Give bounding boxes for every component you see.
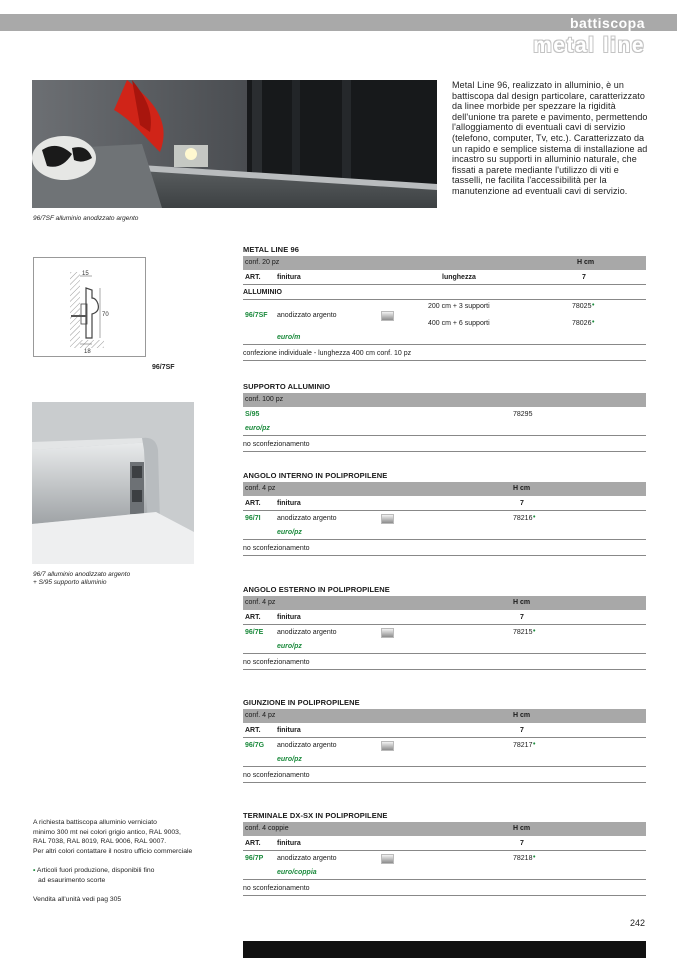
product-line-title: metal line <box>533 34 645 57</box>
product-finish: anodizzato argento <box>277 312 337 319</box>
h-label: H cm <box>577 259 595 266</box>
conf-row <box>243 393 646 407</box>
col-lunghezza: lunghezza <box>442 274 476 281</box>
header-row <box>243 496 646 511</box>
col-art: ART. <box>245 840 261 847</box>
price-unit: euro/pz <box>245 425 270 432</box>
product-code: S/95 <box>245 411 260 418</box>
price-unit-row <box>243 423 646 436</box>
product-code: 96/7P <box>245 855 264 862</box>
discontinued-dot: • <box>533 628 536 635</box>
footnote-line: A richiesta battiscopa alluminio verniciato <box>33 819 157 826</box>
dim-bottom: 18 <box>84 349 91 355</box>
col-finitura: finitura <box>277 727 301 734</box>
package-note: no sconfezionamento <box>243 438 646 452</box>
product-code: 96/7E <box>245 629 264 636</box>
photo2-caption-1: 96/7 alluminio anodizzato argento <box>33 571 131 578</box>
footer-bar <box>243 941 646 958</box>
header-row <box>243 270 646 285</box>
price-unit: euro/pz <box>277 529 302 536</box>
metal-line-table <box>243 243 646 361</box>
photo2-caption-2: + S/95 supporto alluminio <box>33 579 107 586</box>
h-value: 7 <box>520 614 524 621</box>
ref-code: 78218 <box>513 855 533 862</box>
product-row <box>243 407 646 423</box>
finish-swatch <box>381 628 394 638</box>
discontinued-dot: • <box>533 854 536 861</box>
col-art: ART. <box>245 500 261 507</box>
product-row <box>243 511 646 527</box>
giunzione-table <box>243 696 646 783</box>
section-title: ANGOLO INTERNO IN POLIPROPILENE <box>243 471 388 480</box>
finish-swatch <box>381 514 394 524</box>
finish-swatch <box>381 854 394 864</box>
finish-swatch <box>381 741 394 751</box>
vendita-note: Vendita all'unità vedi pag 305 <box>33 896 122 903</box>
section-title: METAL LINE 96 <box>243 245 300 254</box>
drawing-label: 96/7SF <box>152 364 175 371</box>
product-finish: anodizzato argento <box>277 742 337 749</box>
terminale-table <box>243 809 646 896</box>
price-unit: euro/coppia <box>277 869 317 876</box>
package-note: no sconfezionamento <box>243 769 646 783</box>
footnote-line: Per altri colori contattare il nostro ufficio commerciale <box>33 847 193 855</box>
conf-label: conf. 4 coppie <box>245 825 289 832</box>
discontinued-dot: • <box>533 514 536 521</box>
conf-row <box>243 822 646 836</box>
h-label: H cm <box>513 485 531 492</box>
ref-code: 78216 <box>513 515 533 522</box>
header-row <box>243 723 646 738</box>
product-row <box>243 625 646 641</box>
conf-label: conf. 4 pz <box>245 485 276 492</box>
col-art: ART. <box>245 614 261 621</box>
footnote-line: ad esaurimento scorte <box>38 876 106 884</box>
ref-code: 78217 <box>513 742 533 749</box>
product-row <box>243 851 646 867</box>
package-note: no sconfezionamento <box>243 542 646 556</box>
package-note: no sconfezionamento <box>243 656 646 670</box>
col-finitura: finitura <box>277 500 301 507</box>
conf-label: conf. 100 pz <box>245 396 284 403</box>
conf-row <box>243 709 646 723</box>
col-art: ART. <box>245 274 261 281</box>
finish-swatch <box>381 311 394 321</box>
discontinued-dot-1: • <box>592 302 595 309</box>
conf-row <box>243 256 646 270</box>
product-code: 96/7I <box>245 515 261 522</box>
footnote-line: minimo 300 mt nei colori grigio antico, RAL 9003, <box>33 828 181 836</box>
section-title: SUPPORTO ALLUMINIO <box>243 382 331 391</box>
price-unit-row <box>243 527 646 540</box>
product-description: Metal Line 96, realizzato in alluminio, è un battiscopa dal design particolare, caratterizzato da linee morbide per spezzare la rigidità dell'unione tra parete e pavimento, permettendo l'alloggiamento di eventuali cavi di servizio (telefono, computer, Tv, etc.). Caratterizzato da un rapido e semplice sistema di installazione ad incastro su supporti in alluminio naturale, che fissati a parete mediante l'utilizzo di viti e tasselli, ne facilita l'accessibilità per la manutenzione ad eventuali cavi di servizio. <box>452 80 648 196</box>
section-title: GIUNZIONE IN POLIPROPILENE <box>243 698 360 707</box>
col-art: ART. <box>245 727 261 734</box>
photo1-caption: 96/7SF alluminio anodizzato argento <box>33 215 139 222</box>
header-row <box>243 610 646 625</box>
footnote-line: RAL 7038, RAL 8019, RAL 9006, RAL 9007. <box>33 838 167 845</box>
length-option-2: 400 cm + 6 supporti <box>428 320 490 327</box>
product-code: 96/7G <box>245 742 265 749</box>
product-photo-profile <box>32 402 194 564</box>
discontinued-dot: • <box>533 741 536 748</box>
header-row <box>243 836 646 851</box>
col-finitura: finitura <box>277 840 301 847</box>
footnote-line: Articoli fuori produzione, disponibili fino <box>36 867 155 874</box>
angolo-esterno-table <box>243 583 646 670</box>
h-value: 7 <box>520 500 524 507</box>
product-finish: anodizzato argento <box>277 629 337 636</box>
col-finitura: finitura <box>277 614 301 621</box>
h-value: 7 <box>520 840 524 847</box>
price-unit-row <box>243 867 646 880</box>
ref-code-1: 78025 <box>572 303 592 310</box>
section-title: TERMINALE DX-SX IN POLIPROPILENE <box>243 811 388 820</box>
subsection-title: ALLUMINIO <box>243 285 646 300</box>
dim-top: 15 <box>82 271 89 277</box>
angolo-interno-table <box>243 469 646 556</box>
package-note: confezione individuale - lunghezza 400 cm conf. 10 pz <box>243 347 646 361</box>
h-label: H cm <box>513 599 531 606</box>
price-unit-row <box>243 754 646 767</box>
h-label: H cm <box>513 825 531 832</box>
col-finitura: finitura <box>277 274 301 281</box>
category-title: battiscopa <box>569 15 645 31</box>
discontinued-note <box>33 866 154 885</box>
profile-technical-drawing <box>33 257 146 357</box>
conf-label: conf. 20 pz <box>245 259 280 266</box>
page-number: 242 <box>629 918 645 928</box>
price-unit-row <box>243 332 646 345</box>
h-value: 7 <box>582 274 586 281</box>
conf-label: conf. 4 pz <box>245 599 276 606</box>
price-unit: euro/pz <box>277 756 302 763</box>
price-unit-row <box>243 641 646 654</box>
bullet-dot: • <box>33 867 36 874</box>
conf-row <box>243 596 646 610</box>
length-option-1: 200 cm + 3 supporti <box>428 303 490 310</box>
product-row <box>243 300 646 332</box>
product-finish: anodizzato argento <box>277 855 337 862</box>
section-title: ANGOLO ESTERNO IN POLIPROPILENE <box>243 585 390 594</box>
ref-code-2: 78026 <box>572 320 592 327</box>
product-photo-room <box>32 80 437 208</box>
price-unit: euro/pz <box>277 643 302 650</box>
h-label: H cm <box>513 712 531 719</box>
discontinued-dot-2: • <box>592 319 595 326</box>
product-row <box>243 738 646 754</box>
conf-label: conf. 4 pz <box>245 712 276 719</box>
price-unit: euro/m <box>277 334 301 341</box>
ref-code: 78295 <box>513 411 533 418</box>
h-value: 7 <box>520 727 524 734</box>
product-finish: anodizzato argento <box>277 515 337 522</box>
paint-request-note <box>33 818 192 856</box>
ref-code: 78215 <box>513 629 533 636</box>
supporto-table <box>243 380 646 452</box>
conf-row <box>243 482 646 496</box>
dim-height: 70 <box>102 312 109 318</box>
product-code: 96/7SF <box>245 312 268 319</box>
package-note: no sconfezionamento <box>243 882 646 896</box>
